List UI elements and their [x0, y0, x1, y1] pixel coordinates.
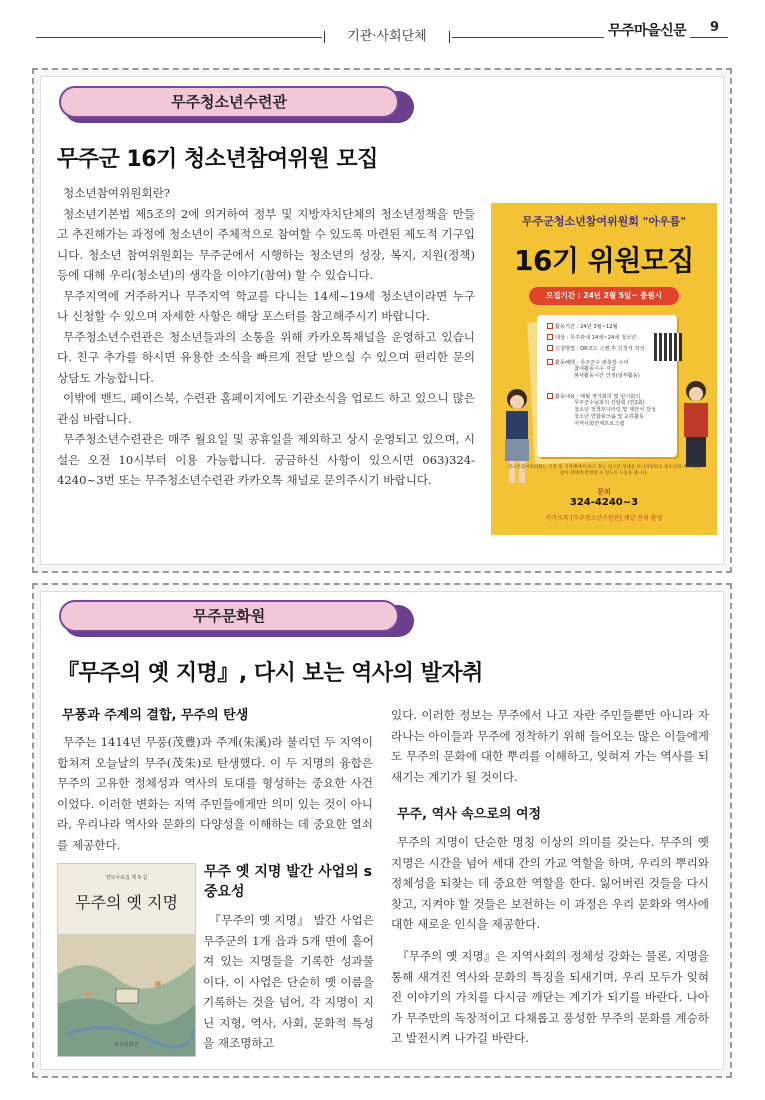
poster-item: 활동기간 : 24년 3월~12월 [547, 323, 618, 331]
section-body [57, 732, 373, 855]
check-icon [547, 345, 553, 351]
book-cover-image [57, 863, 196, 1057]
poster-item: 참여활동시수 지급 [574, 366, 616, 372]
book-title: 무주의 옛 지명 [75, 893, 178, 912]
paragraph: 이밖에 밴드, 페이스북, 수련관 홈페이지에도 기관소식을 업로드 하고 있으니 많은 관심 바랍니다. [57, 391, 475, 426]
check-icon [547, 323, 553, 329]
poster-item: 활동혜택 : 무주군수 위촉장 수여 [547, 359, 629, 367]
check-icon [547, 334, 553, 340]
page-number: 9 [710, 20, 720, 35]
section-body [391, 832, 709, 935]
section-label: 기관·사회단체 [322, 27, 452, 47]
article-title: 『무주의 옛 지명』, 다시 보는 역사의 발자취 [57, 661, 483, 686]
poster-item: 신청방법 : QR코드 스캔 후 신청서 작성 [547, 345, 645, 353]
poster-contact-number: 324-4240~3 [569, 497, 639, 508]
check-icon [547, 359, 553, 365]
poster-subtitle: 무주군청소년참여위원회 "아우름" [521, 215, 687, 228]
newspaper-brand: 무주마을신문 [604, 20, 690, 40]
poster-item: 지역사회연계프로그램 [574, 421, 625, 427]
article-body [57, 183, 475, 491]
paragraph: 무주는 1414년 무풍(茂豊)과 주계(朱溪)라 불리던 두 지역이 합쳐져 오늘날의 무주(茂朱)로 탄생했다. 이 두 지명의 융합은 무주의 고유한 정체성과 역사의 토대를 형성하는 중요한 사건이었다. 이러한 변화는 지역 주민들에게만 의미 있는 것이 아니라, 우리나라 역사와 문화의 다양성을 이해하는 데 중요한 열쇠를 제공한다. [57, 735, 373, 852]
paragraph: 청소년참여위원회란? [63, 186, 171, 200]
organization-tab: 무주문화원 [59, 600, 399, 632]
poster-item: 봉사활동시간 인정(일부활동) [574, 373, 640, 379]
section-body [203, 910, 374, 1054]
poster-item: 대상 : 무주관내 14세~24세 청소년 [547, 334, 636, 342]
section-heading: 무풍과 주계의 결합, 무주의 탄생 [62, 708, 249, 723]
poster-item: 무주군수님과의 간담회 (연2회) [574, 400, 645, 406]
paragraph: 『무주의 옛 지명』은 지역사회의 정체성 강화는 물론, 지명을 통해 새겨진 역사와 문화의 특징을 되새기며, 우리 모두가 잊혀진 이야기의 가치를 다시금 깨닫는 계기가 되기를 바란다. 나아가 무주만의 독창적이고 다채롭고 풍성한 무주의 문화를 계승하고 발전시켜 나가길 바란다. [391, 949, 709, 1045]
poster-item: 활동내용 : 매월 정기회의 및 임시회의 [547, 393, 640, 401]
map-illustration [58, 934, 195, 1056]
check-icon [547, 393, 553, 399]
poster-period: 모집기간 : 24년 2월 5일~ 충원시 [529, 287, 679, 305]
qr-code-icon [654, 333, 682, 361]
poster-title: 16기 위원모집 [514, 244, 694, 277]
section-heading: 무주 옛 지명 발간 사업의 s중요성 [204, 864, 372, 900]
organization-tab: 무주청소년수련관 [59, 86, 399, 118]
book-publisher: 무주문화원 [114, 1042, 139, 1048]
poster-contact-label: 문의 [597, 488, 611, 496]
section-heading: 무주, 역사 속으로의 여정 [397, 807, 542, 822]
paragraph: 무주지역에 거주하거나 무주지역 학교를 다니는 14세~19세 청소년이라면 누구나 신청할 수 있으며 자세한 사항은 해당 포스터를 참고해주시기 바랍니다. [57, 288, 475, 323]
poster-note: 청소년참여위원회는 기관 및 지자체에서 하고 있는 청소년 정책을 모니터링하고 청소년의 목소리를 담아 정책에 반영할 수 있도록 도움을 줍니다. [507, 465, 701, 476]
paragraph: 무주청소년수련관은 매주 월요일 및 공휴일을 제외하고 상시 운영되고 있으며, 시설은 오전 10시부터 이용 가능합니다. 궁금하신 사항이 있으시면 063)324-4240~3번 또는 무주청소년수련관 카카오톡 채널로 문의주시기 바랍니다. [57, 432, 475, 487]
poster-item: 청소년 정책모니터링 및 제안서 작성 [574, 407, 656, 413]
section-body [391, 946, 709, 1049]
recruitment-poster [491, 203, 717, 535]
paragraph: 무주청소년수련관은 청소년들과의 소통을 위해 카카오톡채널을 운영하고 있습니다. 친구 추가를 하시면 유용한 소식을 빠르게 전달 받으실 수 있으며 편리한 문의 상담도 가능합니다. [57, 329, 475, 385]
poster-contact-channel: 카카오톡 [무주청소년수련관] 채널 문의 환영 [545, 515, 663, 522]
paragraph: 있다. 이러한 정보는 무주에서 나고 자란 주민들뿐만 아니라 자라나는 아이들과 무주에 정착하기 위해 들어오는 많은 이들에게도 무주의 문화에 대한 뿌리를 이해하고, 잊혀져 가는 역사를 되새기는 계기가 될 것이다. [391, 708, 709, 784]
paragraph: 『무주의 옛 지명』 발간 사업은 무주군의 1개 읍과 5개 면에 흩어져 있는 지명들을 기록한 성과물이다. 이 사업은 단순히 옛 이름을 기록하는 것을 넘어, 각 지명이 지닌 지형, 역사, 사회, 문화적 특성을 재조명하고 [203, 913, 374, 1050]
paragraph: 청소년기본법 제5조의 2에 의거하여 정부 및 지방자치단체의 청소년정책을 만들고 추진해가는 과정에 청소년이 주체적으로 참여할 수 있도록 마련된 제도적 기구입니다. 청소년 참여위원회는 무주군에서 시행하는 청소년의 성장, 복지, 지원(정책) 등에 대해 우리(청소년)의 생각을 이야기(참여) 할 수 있습니다. [57, 206, 475, 282]
poster-item: 청소년 연합워크숍 및 교류활동 [574, 414, 645, 420]
book-series: 향토사료집 제 9 집 [105, 875, 148, 881]
article-title: 무주군 16기 청소년참여위원 모집 [57, 147, 378, 172]
section-body [391, 705, 709, 787]
paragraph: 무주의 지명이 단순한 명칭 이상의 의미를 갖는다. 무주의 옛 지명은 시간을 넘어 세대 간의 가교 역할을 하며, 우리의 뿌리와 정체성을 되찾는 데 중요한 역할을 한다. 잃어버린 것들을 다시 찾고, 지켜야 할 것들은 보전하는 이 과정은 우리 문화와 역사에 대한 새로운 인식을 제공한다. [391, 835, 709, 931]
